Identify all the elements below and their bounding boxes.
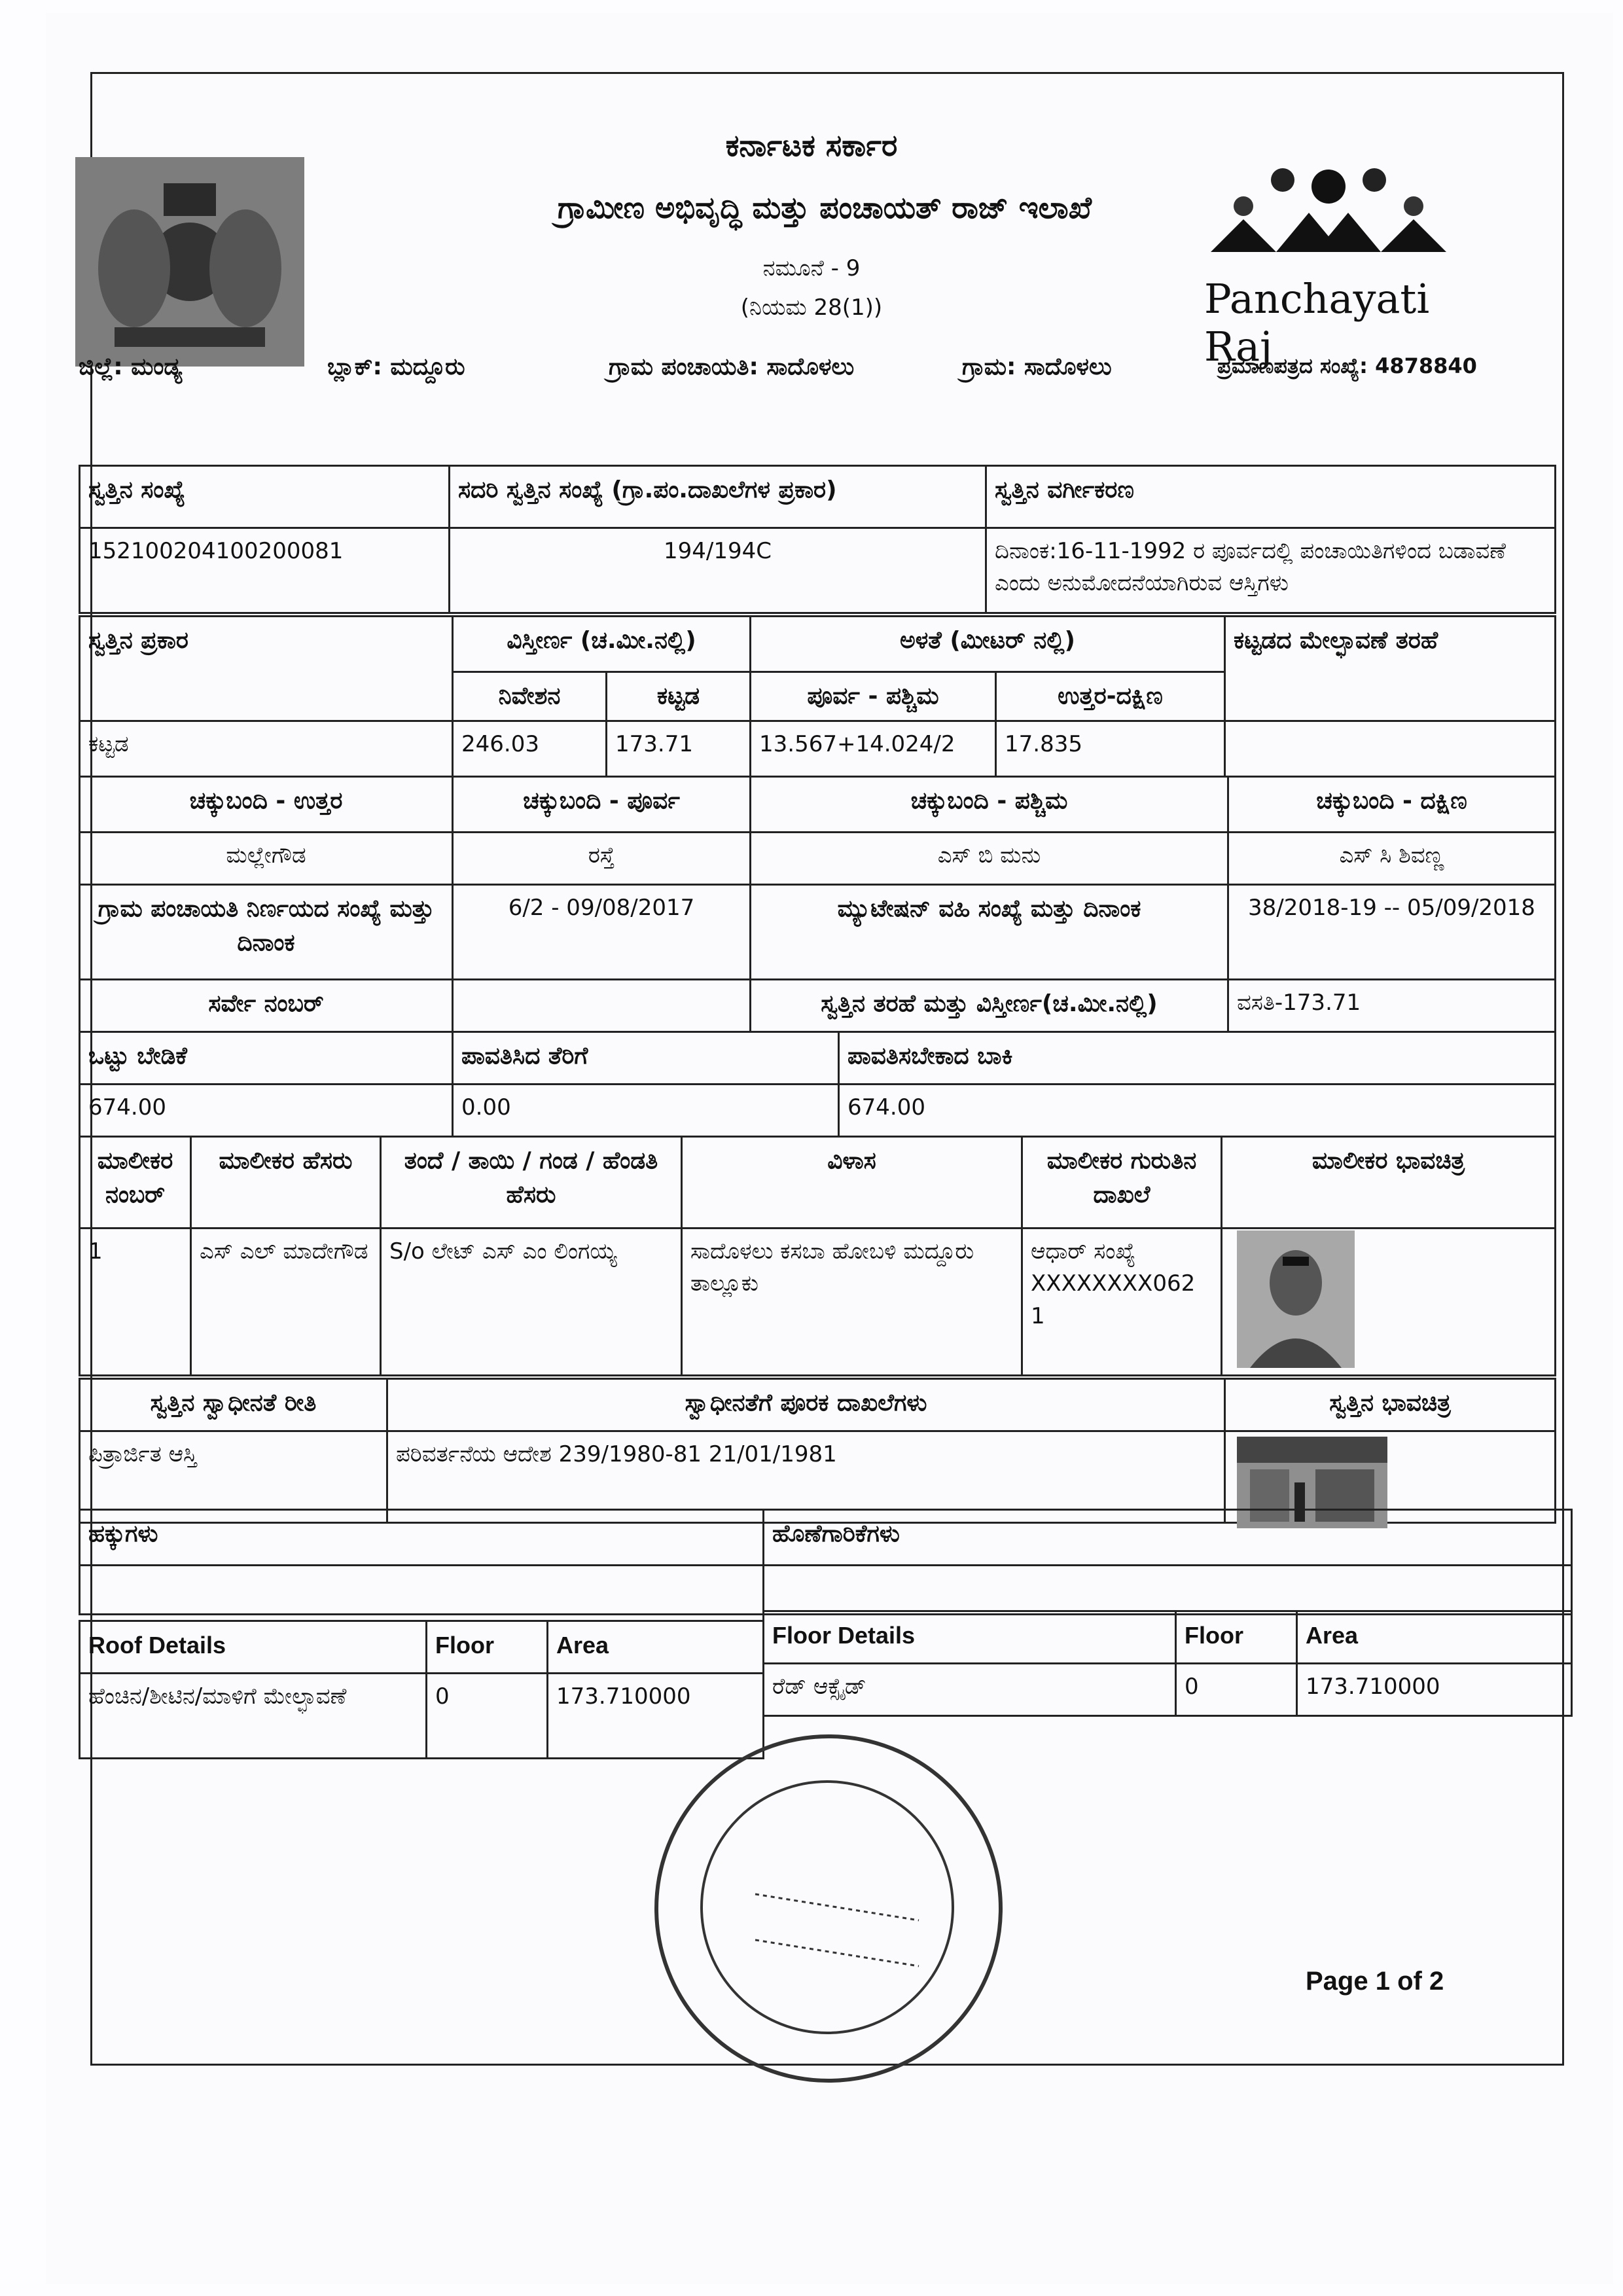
mutation-label: ಮ್ಯುಟೇಷನ್ ವಹಿ ಸಂಖ್ಯೆ ಮತ್ತು ದಿನಾಂಕ <box>751 885 1228 980</box>
owner-name-label: ಮಾಲೀಕರ ಹೆಸರು <box>191 1137 381 1229</box>
floor-floor-value: 0 <box>1176 1664 1297 1716</box>
roof-description: ಹೆಂಚಿನ/ಶೀಟಿನ/ಮಾಳಿಗೆ ಮೇಲ್ಛಾವಣೆ <box>80 1674 427 1759</box>
south-boundary-value: ಎಸ್ ಸಿ ಶಿವಣ್ಣ <box>1228 833 1556 885</box>
area-table <box>79 615 1556 778</box>
address-value: ಸಾದೊಳಲು ಕಸಬಾ ಹೋಬಳಿ ಮದ್ದೂರು ತಾಲ್ಲೂಕು <box>682 1229 1022 1376</box>
total-demand-value: 674.00 <box>80 1085 453 1137</box>
panchayat-seal-inner <box>700 1780 954 2034</box>
property-number-value: 152100204100200081 <box>80 528 450 613</box>
tax-paid-value: 0.00 <box>453 1085 839 1137</box>
mutation-value: 38/2018-19 -- 05/09/2018 <box>1228 885 1556 980</box>
boundaries-table <box>79 776 1556 886</box>
building-label: ಕಟ್ಟಡ <box>607 672 751 721</box>
north-south-value: 17.835 <box>996 721 1225 777</box>
parent-name-value: S/o ಲೇಟ್ ಎಸ್ ಎಂ ಲಿಂಗಯ್ಯ <box>381 1229 682 1376</box>
east-west-value: 13.567+14.024/2 <box>751 721 996 777</box>
area-label: ವಿಸ್ತೀರ್ಣ (ಚ.ಮೀ.ನಲ್ಲಿ) <box>453 617 751 672</box>
acquisition-mode-label: ಸ್ವತ್ತಿನ ಸ್ವಾಧೀನತೆ ರೀತಿ <box>80 1379 387 1431</box>
roof-type-value <box>1225 721 1556 777</box>
district: ಜಿಲ್ಲೆ: ಮಂಡ್ಯ <box>79 353 183 380</box>
tax-paid-label: ಪಾವತಿಸಿದ ತೆರಿಗೆ <box>453 1032 839 1085</box>
village: ಗ್ರಾಮ: ಸಾದೊಳಲು <box>962 353 1112 380</box>
west-boundary-label: ಚಕ್ಕುಬಂದಿ - ಪಶ್ಚಿಮ <box>751 777 1228 833</box>
sadari-number-label: ಸದರಿ ಸ್ವತ್ತಿನ ಸಂಖ್ಯೆ (ಗ್ರಾ.ಪಂ.ದಾಖಲೆಗಳ ಪ್ರಕಾರ) <box>450 466 986 528</box>
total-demand-label: ಒಟ್ಟು ಬೇಡಿಕೆ <box>80 1032 453 1085</box>
roof-floor-label: Floor <box>427 1621 548 1674</box>
owner-photo <box>1237 1230 1355 1368</box>
property-type-label: ಸ್ವತ್ತಿನ ಪ್ರಕಾರ <box>80 617 453 721</box>
owner-number-value: 1 <box>80 1229 191 1376</box>
floor-floor-label: Floor <box>1176 1611 1297 1664</box>
rights-label: ಹಕ್ಕುಗಳು <box>80 1510 764 1566</box>
panchayati-raj-text: Panchayati Raj <box>1204 275 1430 370</box>
address-label: ವಿಳಾಸ <box>682 1137 1022 1229</box>
site-label: ನಿವೇಶನ <box>453 672 607 721</box>
west-boundary-value: ಎಸ್ ಬಿ ಮನು <box>751 833 1228 885</box>
property-id-table <box>79 465 1556 614</box>
property-type-value: ಕಟ್ಟಡ <box>80 721 453 777</box>
north-boundary-label: ಚಕ್ಕುಬಂದಿ - ಉತ್ತರ <box>80 777 453 833</box>
owner-id-proof-label: ಮಾಲೀಕರ ಗುರುತಿನ ದಾಖಲೆ <box>1022 1137 1222 1229</box>
property-number-label: ಸ್ವತ್ತಿನ ಸಂಖ್ಯೆ <box>80 466 450 528</box>
roof-area-value: 173.710000 <box>548 1674 764 1759</box>
roof-area-label: Area <box>548 1621 764 1674</box>
floor-area-label: Area <box>1297 1611 1572 1664</box>
rights-value <box>80 1566 764 1615</box>
building-area-value: 173.71 <box>607 721 751 777</box>
owner-number-label: ಮಾಲೀಕರ ನಂಬರ್ <box>80 1137 191 1229</box>
supporting-docs-label: ಸ್ವಾಧೀನತೆಗೆ ಪೂರಕ ದಾಖಲೆಗಳು <box>387 1379 1225 1431</box>
floor-details-table <box>762 1610 1573 1717</box>
balance-due-label: ಪಾವತಿಸಬೇಕಾದ ಬಾಕಿ <box>839 1032 1556 1085</box>
floor-description: ರೆಡ್ ಆಕ್ಸೈಡ್ <box>764 1664 1176 1716</box>
acquisition-mode-value: ಪಿತ್ರಾರ್ಜಿತ ಆಸ್ತಿ <box>80 1431 387 1523</box>
page-number: Page 1 of 2 <box>1306 1967 1444 1996</box>
department-title: ಗ್ರಾಮೀಣ ಅಭಿವೃದ್ಧಿ ಮತ್ತು ಪಂಚಾಯತ್ ರಾಜ್ ಇಲಾಖೆ <box>558 190 1092 225</box>
survey-number-value <box>453 980 751 1032</box>
supporting-docs-value: ಪರಿವರ್ತನೆಯ ಆದೇಶ 239/1980-81 21/01/1981 <box>387 1431 1225 1523</box>
east-boundary-label: ಚಕ್ಕುಬಂದಿ - ಪೂರ್ವ <box>453 777 751 833</box>
roof-type-label: ಕಟ್ಟಡದ ಮೇಲ್ಛಾವಣೆ ತರಹೆ <box>1225 617 1556 721</box>
roof-details-table <box>79 1620 764 1759</box>
east-boundary-value: ರಸ್ತೆ <box>453 833 751 885</box>
owner-photo-label: ಮಾಲೀಕರ ಭಾವಚಿತ್ರ <box>1222 1137 1556 1229</box>
roof-floor-value: 0 <box>427 1674 548 1759</box>
resolution-label: ಗ್ರಾಮ ಪಂಚಾಯತಿ ನಿರ್ಣಯದ ಸಂಖ್ಯೆ ಮತ್ತು ದಿನಾಂಕ <box>80 885 453 980</box>
roof-details-title: Roof Details <box>80 1621 427 1674</box>
liabilities-label: ಹೊಣೆಗಾರಿಕೆಗಳು <box>764 1510 1572 1566</box>
balance-due-value: 674.00 <box>839 1085 1556 1137</box>
owner-name-value: ಎಸ್ ಎಲ್ ಮಾದೇಗೌಡ <box>191 1229 381 1376</box>
property-class-value: ದಿನಾಂಕ:16-11-1992 ರ ಪೂರ್ವದಲ್ಲಿ ಪಂಚಾಯಿತಿಗಳಿಂದ ಬಡಾವಣೆ ಎಂದು ಅನುಮೋದನೆಯಾಗಿರುವ ಆಸ್ತಿಗಳು <box>986 528 1556 613</box>
parent-name-label: ತಂದೆ / ತಾಯಿ / ಗಂಡ / ಹೆಂಡತಿ ಹೆಸರು <box>381 1137 682 1229</box>
karnataka-emblem <box>75 157 304 367</box>
property-class-label: ಸ್ವತ್ತಿನ ವರ್ಗೀಕರಣ <box>986 466 1556 528</box>
property-photo-label: ಸ್ವತ್ತಿನ ಭಾವಚಿತ್ರ <box>1225 1379 1556 1431</box>
rights-table <box>79 1509 1573 1615</box>
block: ಬ್ಲಾಕ್: ಮದ್ದೂರು <box>327 353 465 380</box>
rule-number: (ನಿಯಮ 28(1)) <box>740 295 883 321</box>
certificate-number: ಪ್ರಮಾಣಪತ್ರದ ಸಂಖ್ಯೆ: 4878840 <box>1217 353 1477 378</box>
south-boundary-label: ಚಕ್ಕುಬಂದಿ - ದಕ್ಷಿಣ <box>1228 777 1556 833</box>
survey-number-label: ಸರ್ವೇ ನಂಬರ್ <box>80 980 453 1032</box>
panchayati-raj-logo <box>1204 160 1453 259</box>
owner-id-proof-value: ಆಧಾರ್ ಸಂಖ್ಯೆ XXXXXXXX062 1 <box>1022 1229 1222 1376</box>
property-kind-label: ಸ್ವತ್ತಿನ ತರಹೆ ಮತ್ತು ವಿಸ್ತೀರ್ಣ(ಚ.ಮೀ.ನಲ್ಲಿ) <box>751 980 1228 1032</box>
north-boundary-value: ಮಲ್ಲೇಗೌಡ <box>80 833 453 885</box>
gram-panchayat: ಗ್ರಾಮ ಪಂಚಾಯತಿ: ಸಾದೊಳಲು <box>609 353 855 380</box>
state-title: ಕರ್ನಾಟಕ ಸರ್ಕಾರ <box>725 128 898 163</box>
measurement-label: ಅಳತೆ (ಮೀಟರ್ ನಲ್ಲಿ) <box>751 617 1225 672</box>
form-number: ನಮೂನೆ - 9 <box>762 255 861 281</box>
east-west-label: ಪೂರ್ವ - ಪಶ್ಚಿಮ <box>751 672 996 721</box>
north-south-label: ಉತ್ತರ-ದಕ್ಷಿಣ <box>996 672 1225 721</box>
floor-details-title: Floor Details <box>764 1611 1176 1664</box>
liabilities-value <box>764 1566 1572 1615</box>
floor-area-value: 173.710000 <box>1297 1664 1572 1716</box>
property-kind-value: ವಸತಿ-173.71 <box>1228 980 1556 1032</box>
site-area-value: 246.03 <box>453 721 607 777</box>
sadari-number-value: 194/194C <box>450 528 986 613</box>
resolution-value: 6/2 - 09/08/2017 <box>453 885 751 980</box>
tax-table <box>79 1031 1556 1138</box>
resolution-table <box>79 884 1556 1033</box>
